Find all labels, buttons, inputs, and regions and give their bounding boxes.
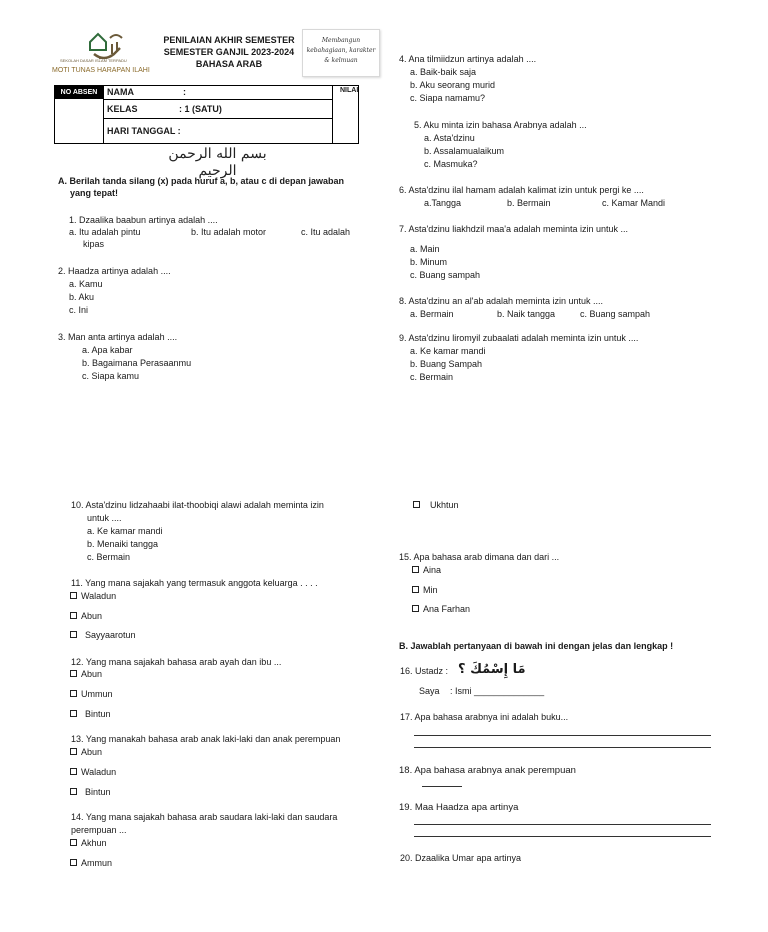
- school-name: MOTI TUNAS HARAPAN ILAHI: [52, 67, 150, 74]
- question-4: 4. Ana tilmiidzun artinya adalah ....: [399, 54, 537, 64]
- bismillah-calligraphy: بسم الله الرحمن الرحيم: [168, 146, 267, 179]
- q5-option-b[interactable]: b. Assalamualaikum: [424, 146, 505, 156]
- question-8: 8. Asta'dzinu an al'ab adalah meminta izin untuk ....: [399, 296, 604, 306]
- q11-option-3-label: Sayyaarotun: [85, 630, 136, 640]
- checkbox-icon[interactable]: [412, 566, 419, 573]
- no-absen-header: NO ABSEN: [55, 86, 103, 99]
- q14-option-3-label: Ukhtun: [430, 500, 459, 510]
- q8-option-c[interactable]: c. Buang sampah: [580, 309, 651, 319]
- checkbox-icon[interactable]: [70, 710, 77, 717]
- q13-option-2[interactable]: [70, 767, 116, 778]
- checkbox-icon[interactable]: [70, 839, 77, 846]
- motto-line-2: kebahagiaan, karakter: [306, 47, 376, 54]
- q9-option-c[interactable]: c. Bermain: [410, 372, 454, 382]
- question-10: 10. Asta'dzinu lidzahaabi ilat-thoobiqi alawi adalah meminta izin: [71, 500, 324, 510]
- question-6: 6. Asta'dzinu ilal hamam adalah kalimat izin untuk pergi ke ....: [399, 185, 644, 195]
- checkbox-icon[interactable]: [70, 670, 77, 677]
- motto-line-1: Membangun: [321, 37, 361, 44]
- q13-option-3-label: Bintun: [85, 787, 111, 797]
- q6-option-a[interactable]: a.Tangga: [424, 198, 462, 208]
- question-12: 12. Yang mana sajakah bahasa arab ayah dan ibu ...: [71, 657, 282, 667]
- question-10-cont: untuk ....: [87, 513, 122, 523]
- answer-line[interactable]: [414, 836, 711, 837]
- q11-option-1-label: Waladun: [81, 591, 117, 601]
- q1-option-b[interactable]: b. Itu adalah motor: [191, 227, 267, 237]
- q12-option-1-label: Abun: [81, 669, 103, 679]
- q12-option-3[interactable]: [70, 709, 111, 720]
- table-divider: [103, 99, 332, 100]
- title-line-3: BAHASA ARAB: [195, 59, 263, 69]
- checkbox-icon[interactable]: [70, 788, 77, 795]
- question-1: 1. Dzaalika baabun artinya adalah ....: [69, 215, 218, 225]
- q2-option-a[interactable]: a. Kamu: [69, 279, 103, 289]
- answer-line[interactable]: [414, 747, 711, 748]
- answer-line[interactable]: [414, 824, 711, 825]
- q5-option-a[interactable]: a. Asta'dzinu: [424, 133, 475, 143]
- question-13: 13. Yang manakah bahasa arab anak laki-laki dan anak perempuan: [71, 734, 341, 744]
- q15-option-2-label: Min: [423, 585, 438, 595]
- q4-option-c[interactable]: c. Siapa namamu?: [410, 93, 486, 103]
- checkbox-icon[interactable]: [413, 501, 420, 508]
- school-motto: [302, 29, 380, 77]
- q6-option-b[interactable]: b. Bermain: [507, 198, 551, 208]
- question-15: 15. Apa bahasa arab dimana dan dari ...: [399, 552, 560, 562]
- q11-option-3[interactable]: [70, 630, 136, 641]
- q16-arabic-text: مَا إِسْمُكَ ؟: [458, 662, 526, 677]
- q2-option-c[interactable]: c. Ini: [69, 305, 89, 315]
- q15-option-1[interactable]: [412, 565, 441, 576]
- table-divider: [103, 86, 104, 143]
- question-19: 19. Maa Haadza apa artinya: [399, 802, 519, 813]
- q9-option-a[interactable]: a. Ke kamar mandi: [410, 346, 486, 356]
- q10-option-b[interactable]: b. Menaiki tangga: [87, 539, 159, 549]
- section-a-instruction-cont: yang tepat!: [70, 188, 119, 198]
- question-20: 20. Dzaalika Umar apa artinya: [400, 853, 522, 863]
- kelas-label: KELAS: [107, 104, 138, 114]
- q14-option-1-label: Akhun: [81, 838, 107, 848]
- hari-tanggal-label: HARI TANGGAL :: [107, 126, 181, 136]
- q11-option-2-label: Abun: [81, 611, 103, 621]
- section-a-instruction: A. Berilah tanda silang (x) pada huruf a, b, atau c di depan jawaban: [58, 176, 345, 186]
- q13-option-1-label: Abun: [81, 747, 103, 757]
- q4-option-a[interactable]: a. Baik-baik saja: [410, 67, 477, 77]
- motto-line-3: & kelmuan: [324, 57, 358, 64]
- school-logo-subtitle: SEKOLAH DASAR ISLAM TERPADU: [60, 58, 127, 63]
- q14-option-2-label: Ammun: [81, 858, 113, 868]
- question-3: 3. Man anta artinya adalah ....: [58, 332, 178, 342]
- kelas-value: : 1 (SATU): [179, 104, 222, 114]
- q11-option-1[interactable]: [70, 591, 116, 602]
- q15-option-2[interactable]: [412, 585, 438, 596]
- q16-saya-label: Saya: [419, 686, 440, 696]
- title-line-2: SEMESTER GANJIL 2023-2024: [163, 47, 295, 57]
- q9-option-b[interactable]: b. Buang Sampah: [410, 359, 483, 369]
- q10-option-c[interactable]: c. Bermain: [87, 552, 131, 562]
- checkbox-icon[interactable]: [70, 690, 77, 697]
- q13-option-1[interactable]: [70, 747, 102, 758]
- checkbox-icon[interactable]: [70, 859, 77, 866]
- q7-option-b[interactable]: b. Minum: [410, 257, 448, 267]
- q13-option-2-label: Waladun: [81, 767, 117, 777]
- question-7: 7. Asta'dzinu liakhdzil maa'a adalah meminta izin untuk ...: [399, 224, 629, 234]
- q1-option-c[interactable]: c. Itu adalah: [301, 227, 351, 237]
- q5-option-c[interactable]: c. Masmuka?: [424, 159, 478, 169]
- q14-option-1[interactable]: [70, 838, 107, 849]
- nilai-label: NILAI: [340, 87, 359, 94]
- q7-option-c[interactable]: c. Buang sampah: [410, 270, 481, 280]
- question-16: 16. Ustadz :: [400, 666, 449, 676]
- question-18: 18. Apa bahasa arabnya anak perempuan: [399, 765, 576, 776]
- question-2: 2. Haadza artinya adalah ....: [58, 266, 171, 276]
- q8-option-a[interactable]: a. Bermain: [410, 309, 454, 319]
- nama-label: NAMA: [107, 87, 134, 97]
- answer-line[interactable]: [422, 786, 462, 787]
- section-b-instruction: B. Jawablah pertanyaan di bawah ini dengan jelas dan lengkap !: [399, 641, 674, 651]
- nama-colon: :: [183, 87, 186, 97]
- q6-option-c[interactable]: c. Kamar Mandi: [602, 198, 666, 208]
- q2-option-b[interactable]: b. Aku: [69, 292, 95, 302]
- checkbox-icon[interactable]: [70, 768, 77, 775]
- q15-option-3[interactable]: [412, 604, 470, 615]
- title-line-1: PENILAIAN AKHIR SEMESTER: [163, 35, 295, 45]
- q8-option-b[interactable]: b. Naik tangga: [497, 309, 556, 319]
- checkbox-icon[interactable]: [412, 605, 419, 612]
- q13-option-3[interactable]: [70, 787, 111, 798]
- q12-option-1[interactable]: [70, 669, 102, 680]
- q1-option-c-cont: kipas: [83, 239, 105, 249]
- table-divider: [332, 86, 333, 143]
- q12-option-3-label: Bintun: [85, 709, 111, 719]
- checkbox-icon[interactable]: [412, 586, 419, 593]
- question-11: 11. Yang mana sajakah yang termasuk anggota keluarga . . . .: [71, 578, 318, 588]
- question-5: 5. Aku minta izin bahasa Arabnya adalah ...: [414, 120, 587, 130]
- question-9: 9. Asta'dzinu liromyil zubaalati adalah meminta izin untuk ....: [399, 333, 639, 343]
- q14-option-3[interactable]: [413, 500, 459, 511]
- q3-option-a[interactable]: a. Apa kabar: [82, 345, 133, 355]
- question-17: 17. Apa bahasa arabnya ini adalah buku...: [400, 712, 569, 722]
- q15-option-1-label: Aina: [423, 565, 442, 575]
- q11-option-2[interactable]: [70, 611, 102, 622]
- identity-table: [54, 85, 359, 144]
- question-14: 14. Yang mana sajakah bahasa arab saudara laki-laki dan saudara: [71, 812, 338, 822]
- q12-option-2-label: Ummun: [81, 689, 113, 699]
- exam-title: [163, 34, 295, 70]
- q7-option-a[interactable]: a. Main: [410, 244, 440, 254]
- q4-option-b[interactable]: b. Aku seorang murid: [410, 80, 496, 90]
- table-divider: [103, 118, 332, 119]
- q16-answer-field[interactable]: : Ismi ______________: [450, 686, 545, 696]
- checkbox-icon[interactable]: [70, 592, 77, 599]
- checkbox-icon[interactable]: [70, 631, 77, 638]
- q14-option-2[interactable]: [70, 858, 112, 869]
- q3-option-b[interactable]: b. Bagaimana Perasaanmu: [82, 358, 192, 368]
- q1-option-a[interactable]: a. Itu adalah pintu: [69, 227, 141, 237]
- q10-option-a[interactable]: a. Ke kamar mandi: [87, 526, 163, 536]
- q3-option-c[interactable]: c. Siapa kamu: [82, 371, 140, 381]
- checkbox-icon[interactable]: [70, 748, 77, 755]
- checkbox-icon[interactable]: [70, 612, 77, 619]
- answer-line[interactable]: [414, 735, 711, 736]
- q12-option-2[interactable]: [70, 689, 113, 700]
- q15-option-3-label: Ana Farhan: [423, 604, 471, 614]
- question-14-cont: perempuan ...: [71, 825, 127, 835]
